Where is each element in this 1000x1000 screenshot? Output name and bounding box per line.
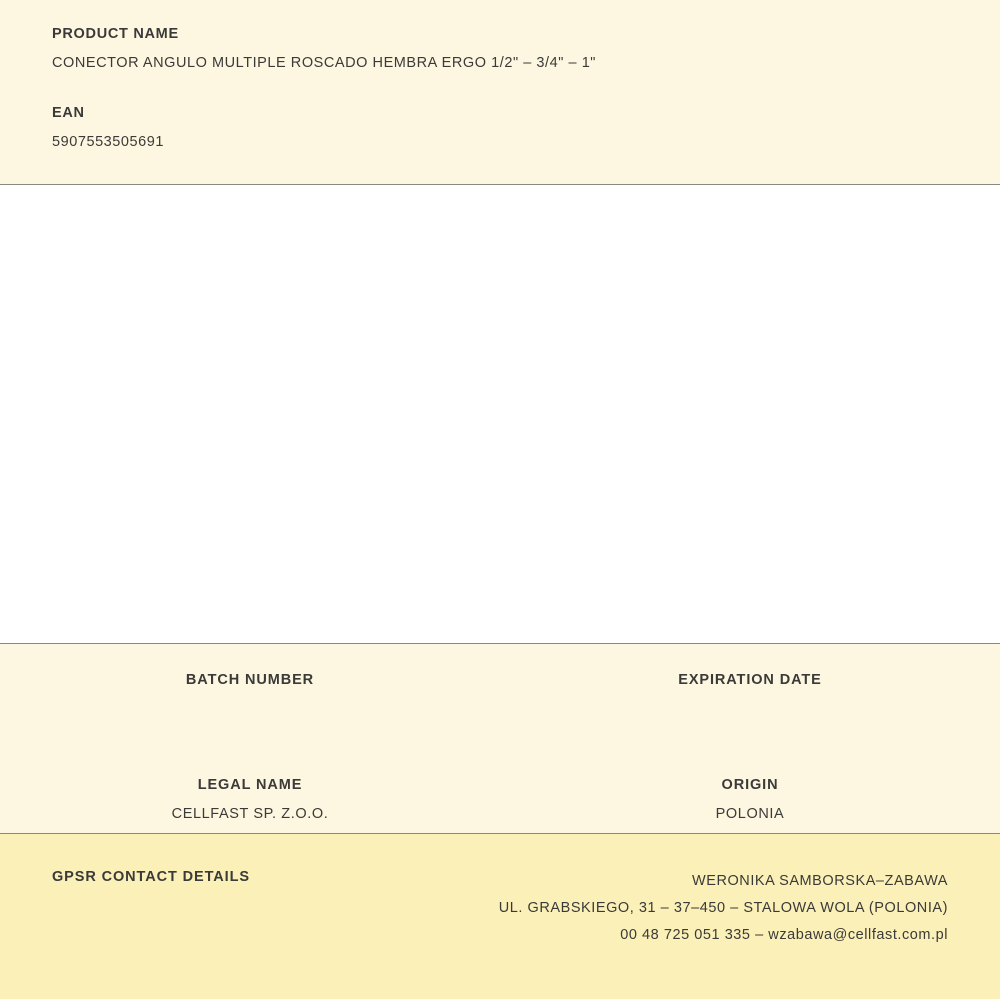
ean-value: 5907553505691 [52,134,164,150]
expiration-date-label: EXPIRATION DATE [678,672,822,688]
origin-value: POLONIA [715,806,785,822]
gpsr-address: UL. GRABSKIEGO, 31 – 37–450 – STALOWA WOLA (POLONIA) [498,900,948,916]
expiration-date-value [500,701,1000,715]
batch-number-column [0,672,500,715]
product-info-section [0,0,1000,185]
gpsr-phone-email: 00 48 725 051 335 – wzabawa@cellfast.com.pl [620,927,948,943]
batch-number-label: BATCH NUMBER [185,672,315,688]
legal-name-column [0,777,500,822]
gpsr-contact-title: GPSR CONTACT DETAILS [52,869,250,885]
gpsr-contact-person: WERONIKA SAMBORSKA–ZABAWA [691,873,948,889]
ean-field [52,105,948,150]
batch-number-value [0,701,500,715]
batch-details-section [0,644,1000,834]
gpsr-contact-lines [499,868,948,949]
product-name-value: CONECTOR ANGULO MULTIPLE ROSCADO HEMBRA ERGO 1/2" – 3/4" – 1" [52,55,597,71]
product-name-field [52,26,948,71]
legal-name-label: LEGAL NAME [197,777,303,793]
blank-content-area [0,185,1000,644]
ean-label: EAN [52,105,85,121]
batch-row [0,672,1000,715]
expiration-date-column [500,672,1000,715]
product-name-label: PRODUCT NAME [52,26,179,42]
legal-name-value: CELLFAST SP. Z.O.O. [171,806,329,822]
gpsr-contact-section [0,834,1000,999]
origin-column [500,777,1000,822]
legal-origin-row [0,777,1000,822]
origin-label: ORIGIN [721,777,779,793]
